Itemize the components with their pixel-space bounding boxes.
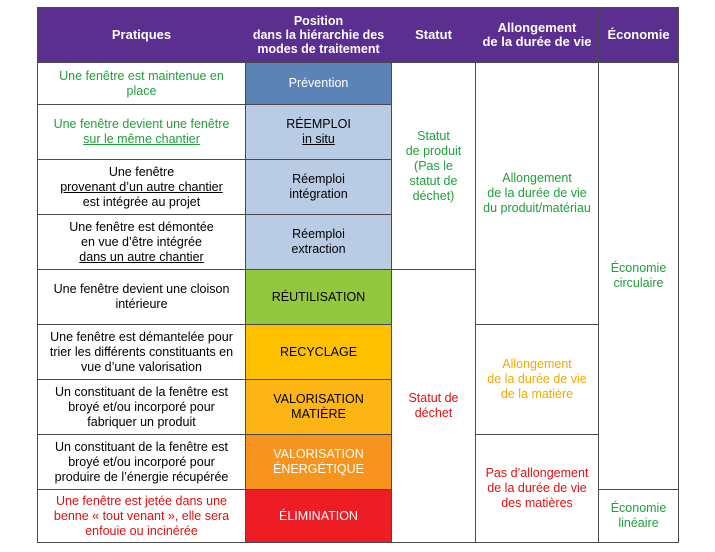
pratique-cell: Un constituant de la fenêtre est broyé et/ou incorporé pour fabriquer un produit <box>38 380 246 435</box>
position-recyclage: RECYCLAGE <box>246 325 392 380</box>
economie-lineaire-cell: Économie linéaire <box>599 490 679 543</box>
pratique-cell: Une fenêtre devient une fenêtre sur le même chantier <box>38 105 246 160</box>
position-valorisation-matiere: VALORISATION MATIÈRE <box>246 380 392 435</box>
pratique-cell: Une fenêtre devient une cloison intérieure <box>38 270 246 325</box>
header-position: Position dans la hiérarchie des modes de traitement <box>246 8 392 63</box>
allongement-produit-cell: Allongement de la durée de vie du produit/matériau <box>476 63 599 325</box>
pratique-cell: Une fenêtre est maintenue en place <box>38 63 246 105</box>
economie-circulaire-cell: Économie circulaire <box>599 63 679 490</box>
position-valorisation-energetique: VALORISATION ÉNERGÉTIQUE <box>246 435 392 490</box>
pratique-cell: Une fenêtre provenant d’un autre chantier est intégrée au projet <box>38 160 246 215</box>
position-reemploi-in-situ: RÉEMPLOI in situ <box>246 105 392 160</box>
header-statut: Statut <box>392 8 476 63</box>
pratique-cell: Une fenêtre est démantelée pour trier les différents constituants en vue d’une valorisation <box>38 325 246 380</box>
table-row <box>38 435 679 490</box>
pratique-cell: Un constituant de la fenêtre est broyé et/ou incorporé pour produire de l’énergie récupérée <box>38 435 246 490</box>
position-reemploi-extraction: Réemploi extraction <box>246 215 392 270</box>
position-reemploi-integration: Réemploi intégration <box>246 160 392 215</box>
pratique-cell: Une fenêtre est jetée dans une benne « tout venant », elle sera enfouie ou incinérée <box>38 490 246 543</box>
position-prevention: Prévention <box>246 63 392 105</box>
table-row <box>38 63 679 105</box>
statut-produit-cell: Statut de produit (Pas le statut de déchet) <box>392 63 476 270</box>
allongement-matiere-cell: Allongement de la durée de vie de la matière <box>476 325 599 435</box>
header-pratiques: Pratiques <box>38 8 246 63</box>
header-economie: Économie <box>599 8 679 63</box>
treatment-hierarchy-table <box>37 7 679 543</box>
header-row <box>38 8 679 63</box>
table-row <box>38 325 679 380</box>
header-allongement: Allongement de la durée de vie <box>476 8 599 63</box>
statut-dechet-cell: Statut de déchet <box>392 270 476 543</box>
position-reutilisation: RÉUTILISATION <box>246 270 392 325</box>
allongement-aucun-cell: Pas d’allongement de la durée de vie des matières <box>476 435 599 543</box>
pratique-cell: Une fenêtre est démontée en vue d’être intégrée dans un autre chantier <box>38 215 246 270</box>
position-elimination: ÉLIMINATION <box>246 490 392 543</box>
